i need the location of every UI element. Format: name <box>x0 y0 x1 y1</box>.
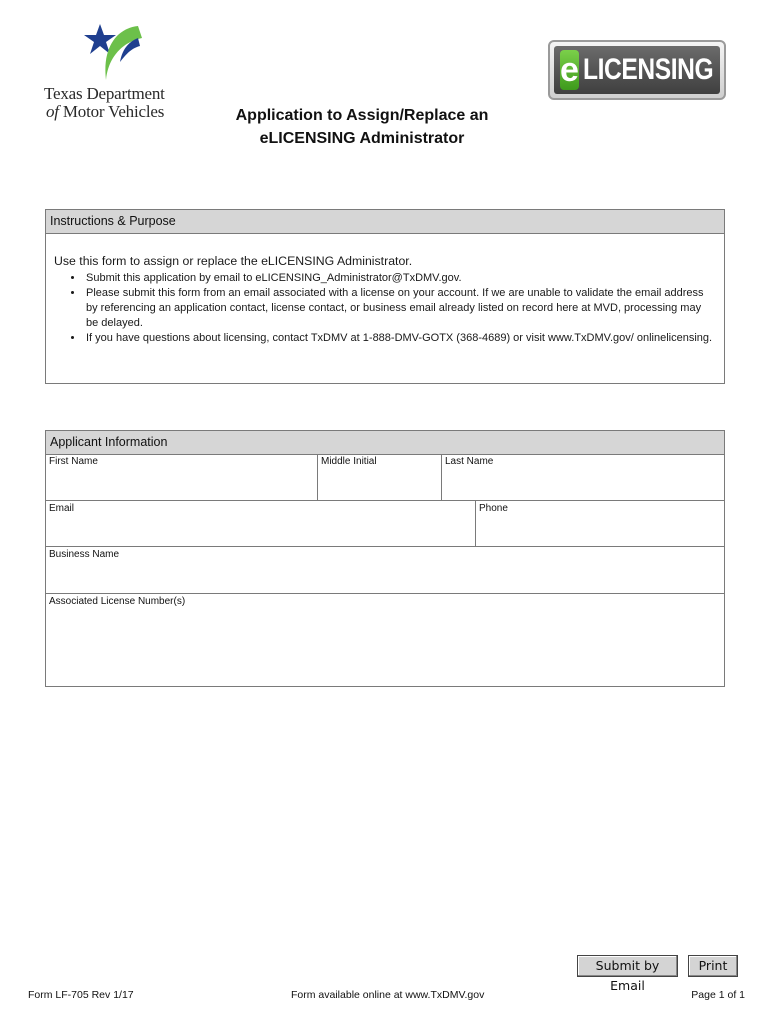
phone-label: Phone <box>479 503 508 514</box>
applicant-section <box>45 430 725 687</box>
page-title-line2: eLICENSING Administrator <box>259 130 465 147</box>
instructions-lead: Use this form to assign or replace the eLICENSING Administrator. <box>54 254 413 268</box>
applicant-heading: Applicant Information <box>46 431 724 455</box>
business-name-field[interactable] <box>46 547 724 594</box>
org-name-line2 <box>46 102 164 122</box>
instructions-list <box>54 271 716 346</box>
license-numbers-label: Associated License Number(s) <box>49 596 186 607</box>
middle-initial-field[interactable] <box>318 454 442 501</box>
org-name-of: of <box>46 102 59 121</box>
instructions-bullet: • If you have questions about licensing, contact TxDMV at 1-888-DMV-GOTX (368-4689) or visit www.TxDMV.gov/ onlinelicensing. <box>84 331 716 346</box>
txdmv-logo <box>40 18 190 121</box>
elicensing-e-icon: e <box>560 51 579 89</box>
org-name-rest: Motor Vehicles <box>58 102 165 121</box>
elicensing-logo <box>548 40 726 100</box>
page-title <box>160 104 564 150</box>
email-field[interactable] <box>46 501 476 547</box>
instructions-section <box>45 209 725 384</box>
phone-field[interactable] <box>476 501 724 547</box>
instructions-heading: Instructions & Purpose <box>46 210 724 234</box>
print-button[interactable]: Print <box>688 955 738 977</box>
star-swoosh-icon <box>78 18 148 84</box>
elicensing-logo-plate <box>554 46 720 94</box>
license-numbers-field[interactable] <box>46 594 724 686</box>
submit-by-email-button[interactable]: Submit by Email <box>577 955 678 977</box>
last-name-label: Last Name <box>445 456 494 467</box>
instructions-bullet: • Please submit this form from an email associated with a license on your account. If we are unable to validate the email address by referencing an application contact, license contact, or business email already listed on record here at MVD, processing may be delayed. <box>84 286 716 331</box>
page-title-line1: Application to Assign/Replace an <box>235 107 489 124</box>
first-name-field[interactable] <box>46 454 318 501</box>
middle-initial-label: Middle Initial <box>321 456 377 467</box>
email-label: Email <box>49 503 75 514</box>
instructions-body <box>46 234 724 346</box>
form-availability: Form available online at www.TxDMV.gov <box>291 989 485 1001</box>
org-name-line1: Texas Department <box>44 84 165 103</box>
elicensing-logo-text: LICENSING <box>582 53 714 86</box>
instructions-bullet: • Submit this application by email to eLICENSING_Administrator@TxDMV.gov. <box>84 271 716 286</box>
business-name-label: Business Name <box>49 549 120 560</box>
first-name-label: First Name <box>49 456 98 467</box>
page-number: Page 1 of 1 <box>691 989 745 1001</box>
form-id: Form LF-705 Rev 1/17 <box>28 989 134 1001</box>
last-name-field[interactable] <box>442 454 724 501</box>
